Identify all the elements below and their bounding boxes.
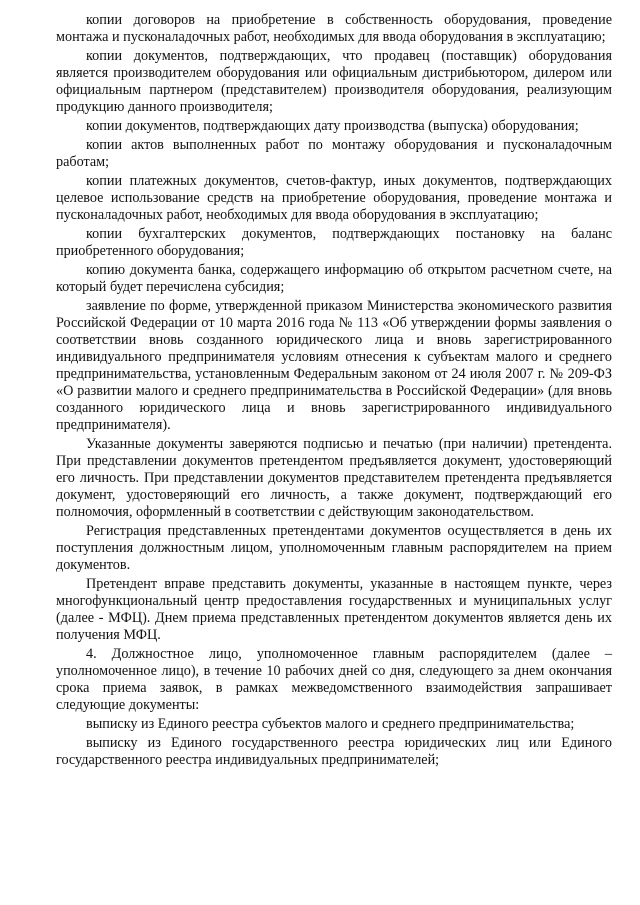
- paragraph-bank-document: копию документа банка, содержащего информацию об открытом расчетном счете, на который будет перечислена субсидия;: [56, 262, 612, 295]
- paragraph-manufacturer-docs: копии документов, подтверждающих, что продавец (поставщик) оборудования является производителем оборудования или официальным дистрибьютором, дилером или официальным партнером (представителем) производителя оборудования, реализующим продукцию данного производителя;: [56, 48, 612, 115]
- paragraph-mfc: Претендент вправе представить документы, указанные в настоящем пункте, через многофункциональный центр предоставления государственных и муниципальных услуг (далее - МФЦ). Днем приема представленных претендентом документов является день их получения МФЦ.: [56, 576, 612, 643]
- paragraph-application-form: заявление по форме, утвержденной приказом Министерства экономического развития Российской Федерации от 10 марта 2016 года № 113 «Об утверждении формы заявления о соответствии вновь созданного юридического лица и вновь зарегистрированного индивидуального предпринимателя условиям отнесения к субъектам малого и среднего предпринимательства, установленным Федеральным законом от 24 июля 2007 г. № 209-ФЗ «О развитии малого и среднего предпринимательства в Российской Федерации» (для вновь созданного юридического лица и вновь зарегистрированного индивидуального предпринимателя).: [56, 298, 612, 433]
- paragraph-sme-register: выписку из Единого реестра субъектов малого и среднего предпринимательства;: [86, 716, 575, 732]
- paragraph-section-4: 4. Должностное лицо, уполномоченное главным распорядителем (далее – уполномоченное лицо), в течение 10 рабочих дней со дня, следующего за днем окончания срока приема заявок, в рамках межведомственного взаимодействия запрашивает следующие документы:: [56, 646, 612, 713]
- paragraph-accounting-docs: копии бухгалтерских документов, подтверждающих постановку на баланс приобретенного оборудования;: [56, 226, 612, 259]
- paragraph-work-acts: копии актов выполненных работ по монтажу оборудования и пусконаладочным работам;: [56, 137, 612, 170]
- paragraph-payment-docs: копии платежных документов, счетов-фактур, иных документов, подтверждающих целевое использование средств на приобретение оборудования, проведение монтажа и пусконаладочных работ, необходимых для ввода оборудования в эксплуатацию;: [56, 173, 612, 223]
- paragraph-production-date: копии документов, подтверждающих дату производства (выпуска) оборудования;: [86, 118, 579, 134]
- paragraph-state-register: выписку из Единого государственного реестра юридических лиц или Единого государственного реестра индивидуальных предпринимателей;: [56, 735, 612, 768]
- paragraph-contracts: копии договоров на приобретение в собственность оборудования, проведение монтажа и пусконаладочных работ, необходимых для ввода оборудования в эксплуатацию;: [56, 12, 612, 45]
- paragraph-registration: Регистрация представленных претендентами документов осуществляется в день их поступления должностным лицом, уполномоченным главным распорядителем на прием документов.: [56, 523, 612, 573]
- paragraph-certification: Указанные документы заверяются подписью и печатью (при наличии) претендента. При представлении документов претендентом предъявляется документ, удостоверяющий его личность. При представлении документов представителем претендента предъявляется документ, удостоверяющий его личность, а также документ, подтверждающий его полномочия, оформленный в соответствии с действующим законодательством.: [56, 436, 612, 520]
- document-page: [56, 12, 612, 771]
